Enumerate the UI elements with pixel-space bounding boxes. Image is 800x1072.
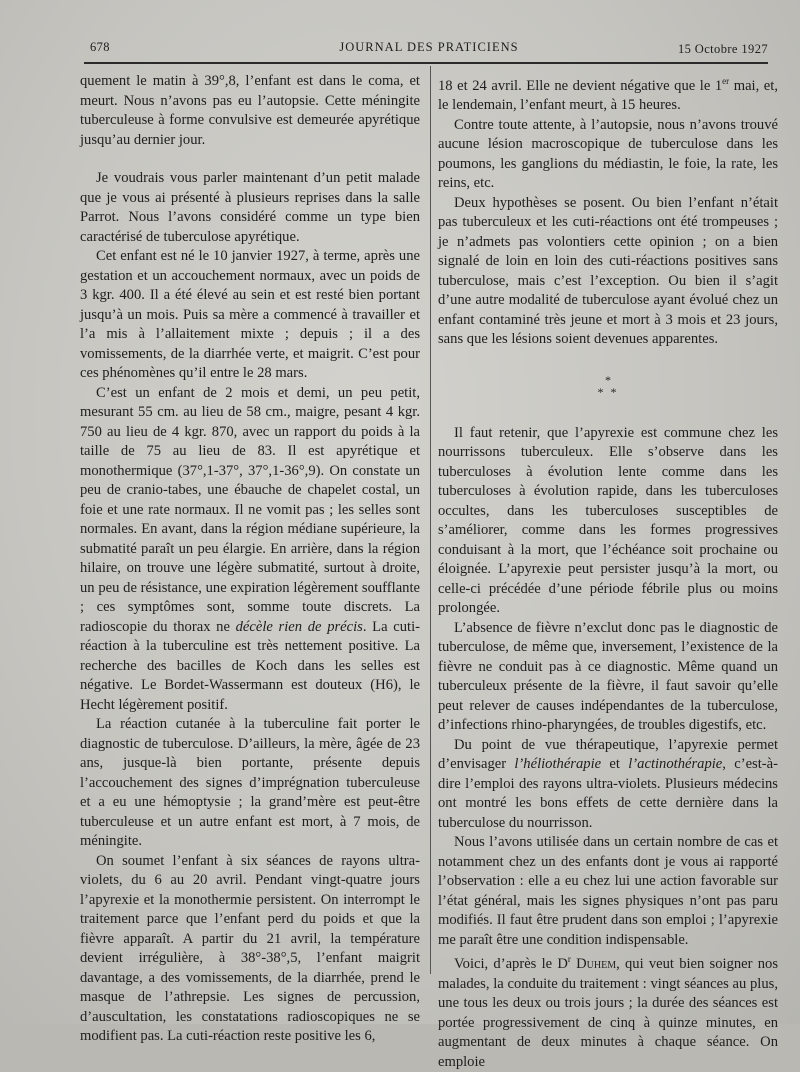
paragraph: quement le matin à 39°,8, l’enfant est dans le coma, et meurt. Nous n’avons pas eu l’autopsie. Cette méningite tuberculeuse à forme convulsive est demeurée apyrétique jusqu’au dernier jour. [80,73,420,148]
italic-text: l’actinothérapie [628,756,723,773]
page-number: 678 [90,40,110,54]
paragraph: L’absence de fièvre n’exclut donc pas le diagnostic de tuberculose, de même que, inversement, l’existence de la fièvre ne conduit pas à ce diagnostic. Même quand un tuberculeux présente de la fièvre, il faut savoir qu’elle peut relever de causes indépendantes de la tuberculose, d’infections rhino-pharyngées, de troubles digestifs, etc. [438,619,778,734]
paragraph: Nous l’avons utilisée dans un certain nombre de cas et notamment chez un des enfants dont je vous ai rapporté l’observation : elle a eu chez lui une action favorable sur l’état général, mais les signes physiques n’ont pas paru modifiés. Il faut être prudent dans son emploi ; l’apyrexie me paraît être une condition indispensable. [438,834,778,948]
paragraph: Cet enfant est né le 10 janvier 1927, à terme, après une gestation et un accouchement normaux, avec un poids de 3 kgr. 400. Il a été élevé au sein et est resté bien portant jusqu’à un mois. Puis sa mère a commencé à travailler et l’a mis à l’allaitement mixte ; depuis ; il a des vomissements, de la diarrhée verte, et maigrit. C’est pour ces phénomènes qu’il entre le 28 mars. [80,248,420,381]
issue-date: 15 Octobre 1927 [677,42,768,56]
paragraph: On soumet l’enfant à six séances de rayons ultra-violets, du 6 au 20 avril. Pendant vingt-quatre jours l’apyrexie et la monothermie persistent. On interrompt le traitement parce que l’enfant perd du poids et que la fièvre apparaît. A partir du 21 avril, la température devient irrégulière, à 38°-38°,5, l’enfant maigrit davantage, a des vomissements, de la diarrhée, prend le masque de l’athrepsie. Les signes de percussion, d’auscultation, les constatations radioscopiques ne se modifient pas. La cuti-réaction reste positive les 6, [80,852,420,1044]
header-rule [84,62,768,64]
paragraph: C’est un enfant de 2 mois et demi, un peu petit, mesurant 55 cm. au lieu de 58 cm., maigre, pesant 4 kgr. 750 au lieu de 4 kgr. 870, avec un rapport du poids à la taille de 75 au lieu de 83. Il est apyrétique et monothermique (37°,1-37°, 37°,1-36°,9). On constate un peu de cranio-tabes, une ébauche de chapelet costal, un foie et une rate normaux. Il ne vomit pas ; les selles sont normales. En avant, dans la région médiane supérieure, la submatité paraît un peu élargie. En arrière, dans la région hilaire, on trouve une légère submatité, surtout à droite, un peu de résistance, une expiration légèrement soufflante ; ces symptômes sont, somme toute discrets. La radioscopie du thorax ne décèle rien de précis. La cuti-réaction à la tuberculine est très nettement positive. La recherche des bacilles de Koch dans les selles est négative. Le Bordet-Wassermann est douteux (H6), le Hecht légèrement positif. [80,384,420,713]
italic-text: décèle rien de précis [235,618,363,635]
paragraph: 18 et 24 avril. Elle ne devient négative que le 1er mai, et, le lendemain, l’enfant meurt, à 15 heures. [438,76,778,114]
author-name: Duhem [576,956,617,973]
paragraph: Il faut retenir, que l’apyrexie est commune chez les nourrissons tuberculeux. Elle s’observe dans les tuberculoses à évolution lente comme dans les tuberculoses à évolution rapide, dans les tuberculoses occultes, dans les tuberculoses susceptibles de s’améliorer, comme dans les formes progressives conduisant à la mort, que l’échéance soit prochaine ou éloignée. L’apyrexie peut persister jusqu’à la mort, ou celle-ci précédée d’une période fébrile plus ou moins prolongée. [438,424,778,617]
paragraph: Voici, d’après le $D^r$ Duhem, qui veut bien soigner nos malades, la conduite du traitement : vingt séances au plus, une tous les deux ou trois jours ; la durée des séances est portée progressivement de cinq à quinze minutes, en augmentant de deux minutes à chaque séance. On emploie [438,954,779,1070]
italic-text: l’héliothérapie [514,756,602,773]
paragraph: Deux hypothèses se posent. Ou bien l’enfant n’était pas tuberculeux et les cuti-réactions ont été trompeuses ; je n’admets pas volontiers cette opinion ; on a bien signalé de loin en loin des cuti-réactions positives sans tuberculose, mais c’est l’exception. Ou bien il s’agit d’une autre modalité de tuberculose ayant évolué chez un enfant contaminé très jeune et mort à 3 mois et 23 jours, sans que les lésions soient devenues apparentes. [438,194,778,348]
page-header [90,36,768,56]
paragraph: La réaction cutanée à la tuberculine fait porter le diagnostic de tuberculose. D’ailleurs, la mère, âgée de 23 ans, jusque-là bien portante, présente depuis l’accouchement des signes d’imprégnation tuberculeuse et a eu une hémoptysie ; la grand’mère est peut-être tuberculeuse et un autre enfant est mort, à 7 mois, de méningite. [80,716,420,849]
left-column [80,72,420,1047]
column-divider [430,66,431,974]
paragraph: Je voudrais vous parler maintenant d’un petit malade que je vous ai présenté à plusieurs reprises dans la salle Parrot. Nous l’avons considéré comme un type bien caractérisé de tuberculose apyrétique. [80,170,420,245]
paragraph: Contre toute attente, à l’autopsie, nous n’avons trouvé aucune lésion macroscopique de tuberculose dans les poumons, les ganglions du médiastin, le foie, la rate, les reins, etc. [438,116,778,192]
right-column [438,72,778,1072]
journal-title: JOURNAL DES PRATICIENS [339,40,519,54]
section-separator: * * * [597,372,619,399]
paragraph: Du point de vue thérapeutique, l’apyrexie permet d’envisager l’héliothérapie et l’actinothérapie, c’est-à-dire l’emploi des rayons ultra-violets. Plusieurs médecins ont montré les bons effets de cette dernière dans la tuberculose du nourrisson. [438,736,778,831]
